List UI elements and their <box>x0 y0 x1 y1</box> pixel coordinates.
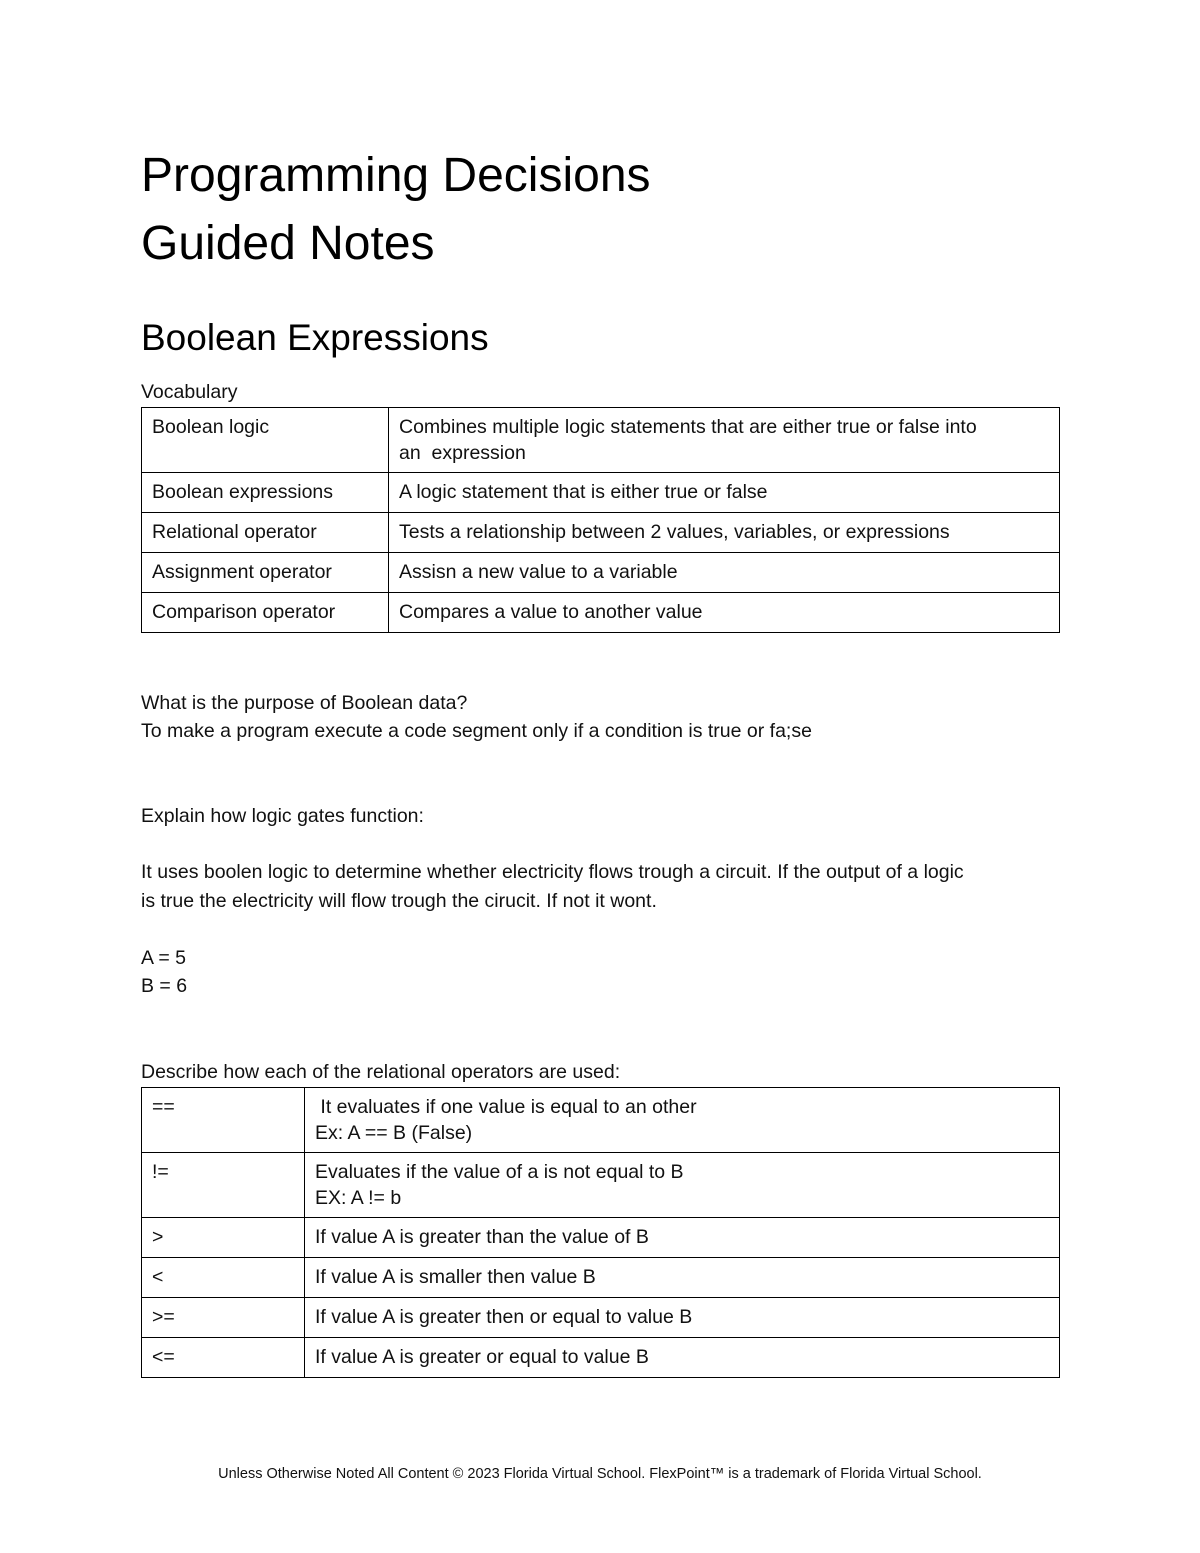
vocab-definition: Assisn a new value to a variable <box>389 553 1060 593</box>
table-row <box>142 553 1060 593</box>
vocab-term: Relational operator <box>142 513 389 553</box>
table-row <box>142 1153 1060 1218</box>
section-heading-boolean-expressions: Boolean Expressions <box>141 317 489 358</box>
vocab-definition-line: Combines multiple logic statements that are either true or false into <box>399 416 977 438</box>
vocab-term: Comparison operator <box>142 593 389 633</box>
logic-gates-answer-line-1: It uses boolen logic to determine whether electricity flows trough a circuit. If the output of a logic <box>141 861 964 883</box>
vocab-definition-line: an expression <box>399 442 526 464</box>
operator-symbol: < <box>142 1258 305 1298</box>
table-row <box>142 408 1060 473</box>
table-row <box>142 1088 1060 1153</box>
vocab-definition <box>389 408 1060 473</box>
operator-description-line: EX: A != b <box>315 1187 402 1209</box>
operator-symbol: <= <box>142 1338 305 1378</box>
boolean-purpose-question: What is the purpose of Boolean data? <box>141 692 468 714</box>
boolean-purpose-answer: To make a program execute a code segment only if a condition is true or fa;se <box>141 720 812 742</box>
variable-a: A = 5 <box>141 947 186 969</box>
table-row <box>142 1338 1060 1378</box>
vocab-definition: A logic statement that is either true or false <box>389 473 1060 513</box>
logic-gates-answer-line-2: is true the electricity will flow trough the cirucit. If not it wont. <box>141 890 657 912</box>
operator-description <box>305 1088 1060 1153</box>
relational-operators-prompt: Describe how each of the relational operators are used: <box>141 1061 621 1083</box>
operator-description-line: It evaluates if one value is equal to an other <box>315 1096 697 1118</box>
logic-gates-question: Explain how logic gates function: <box>141 805 424 827</box>
page-title-line-2: Guided Notes <box>141 217 435 270</box>
vocab-term: Boolean expressions <box>142 473 389 513</box>
page-title-line-1: Programming Decisions <box>141 149 651 202</box>
relational-operators-table <box>141 1087 1060 1378</box>
operator-description: If value A is smaller then value B <box>305 1258 1060 1298</box>
vocab-definition: Compares a value to another value <box>389 593 1060 633</box>
operator-description-line: Ex: A == B (False) <box>315 1122 473 1144</box>
vocab-term: Boolean logic <box>142 408 389 473</box>
operator-symbol: != <box>142 1153 305 1218</box>
vocab-definition: Tests a relationship between 2 values, variables, or expressions <box>389 513 1060 553</box>
operator-symbol: == <box>142 1088 305 1153</box>
table-row <box>142 1258 1060 1298</box>
table-row <box>142 1298 1060 1338</box>
table-row <box>142 513 1060 553</box>
table-row <box>142 593 1060 633</box>
operator-description: If value A is greater then or equal to value B <box>305 1298 1060 1338</box>
operator-description <box>305 1153 1060 1218</box>
operator-description: If value A is greater or equal to value B <box>305 1338 1060 1378</box>
operator-description: If value A is greater than the value of B <box>305 1218 1060 1258</box>
page-title <box>141 142 651 278</box>
vocabulary-label: Vocabulary <box>141 381 238 403</box>
operator-description-line: Evaluates if the value of a is not equal to B <box>315 1161 684 1183</box>
table-row <box>142 1218 1060 1258</box>
operator-symbol: > <box>142 1218 305 1258</box>
variable-b: B = 6 <box>141 975 188 997</box>
copyright-footer: Unless Otherwise Noted All Content © 2023 Florida Virtual School. FlexPoint™ is a trademark of Florida Virtual School. <box>218 1466 982 1482</box>
table-row <box>142 473 1060 513</box>
vocab-term: Assignment operator <box>142 553 389 593</box>
operator-symbol: >= <box>142 1298 305 1338</box>
vocabulary-table <box>141 407 1060 633</box>
